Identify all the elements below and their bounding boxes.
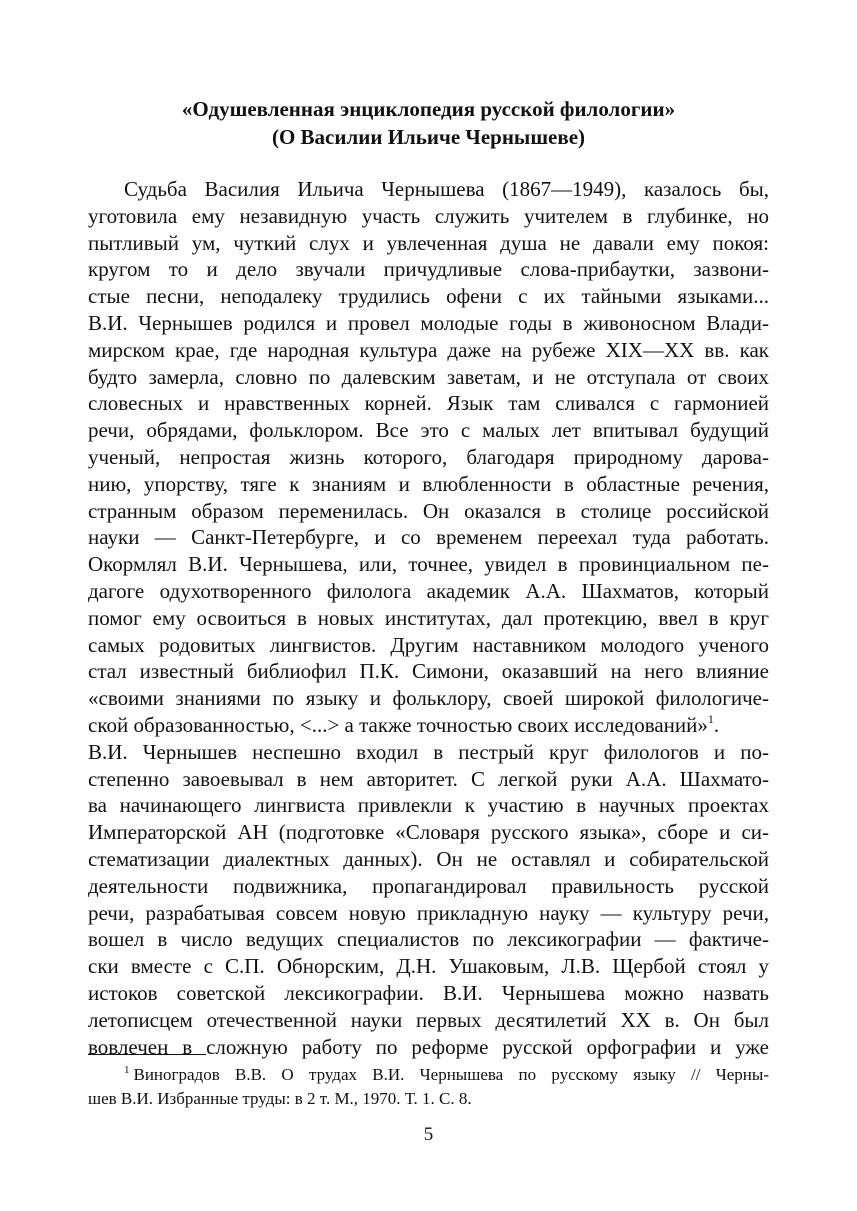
footnote-reference[interactable]: 1: [707, 711, 714, 726]
page-title: [88, 95, 769, 151]
text-line: речи, обрядами, фольклором. Все это с малых лет впитывал будущий: [88, 418, 769, 443]
text-line: будто замерла, словно по далевским заветам, и не отступала от своих: [88, 364, 769, 389]
text-line: вовлечен в сложную работу по реформе русской орфографии и уже: [88, 1034, 769, 1059]
text-line-content: ской образованностью, <...> а также точностью своих исследований»: [88, 712, 708, 737]
footnote-marker: 1: [124, 1064, 130, 1076]
text-line: стематизации диалектных данных). Он не оставлял и собирательской: [88, 846, 769, 871]
text-line: деятельности подвижника, пропагандировал правильность русской: [88, 873, 769, 898]
text-line: В.И. Чернышев родился и провел молодые годы в живоносном Влади-: [88, 310, 769, 335]
title-line-1: «Одушевленная энциклопедия русской филологии»: [181, 97, 676, 121]
text-line: Судьба Василия Ильича Чернышева (1867—1949), казалось бы,: [124, 177, 769, 201]
text-line: мирском крае, где народная культура даже на рубеже XIX—XX вв. как: [88, 337, 769, 362]
page-number: 5: [423, 1124, 434, 1145]
text-line: вошел в число ведущих специалистов по лексикографии — фактиче-: [88, 927, 769, 952]
text-line-with-footnote-ref: ской образованностью, <...> а также точностью своих исследований»$^1$.: [88, 711, 720, 737]
text-line: дагоге одухотворенного филолога академик А.А. Шахматов, который: [88, 578, 769, 603]
text-line: уготовила ему незавидную участь служить учителем в глубинке, но: [88, 203, 769, 228]
main-text: [88, 176, 769, 1060]
footnote-line: [88, 1063, 769, 1087]
text-line: науки — Санкт-Петербурге, и со временем переехал туда работать.: [88, 525, 769, 550]
text-line: словесных и нравственных корней. Язык там сливался с гармонией: [88, 391, 769, 416]
text-line: ски вместе с С.П. Обнорским, Д.Н. Ушаковым, Л.В. Щербой стоял у: [88, 954, 769, 979]
footnote: [88, 1063, 769, 1111]
text-line: речи, разрабатывая совсем новую прикладную науку — культуру речи,: [88, 900, 769, 925]
text-line: степенно завоевывал в нем авторитет. С легкой руки А.А. Шахмато-: [88, 766, 769, 791]
text-line: нию, упорству, тяге к знаниям и влюбленности в областные речения,: [88, 471, 769, 496]
title-line-2: (О Василии Ильиче Чернышеве): [271, 125, 586, 149]
text-line: пытливый ум, чуткий слух и увлеченная душа не давали ему покоя:: [88, 230, 769, 255]
text-line: «своими знаниями по языку и фольклору, своей широкой филологиче-: [88, 686, 769, 711]
text-line: кругом то и дело звучали причудливые слова-прибаутки, зазвони-: [88, 257, 769, 282]
text-line: летописцем отечественной науки первых десятилетий XX в. Он был: [88, 1007, 769, 1032]
text-line: истоков советской лексикографии. В.И. Чернышева можно назвать: [88, 980, 769, 1005]
text-line: стал известный библиофил П.К. Симони, оказавший на него влияние: [88, 659, 769, 684]
text-line: помог ему освоиться в новых институтах, дал протекцию, ввел в круг: [88, 605, 769, 630]
text-line: ученый, непростая жизнь которого, благодаря природному дарова-: [88, 444, 769, 469]
text-line: Окормлял В.И. Чернышева, или, точнее, увидел в провинциальном пе-: [88, 552, 769, 577]
text-line: странным образом переменилась. Он оказался в столице российской: [88, 498, 769, 523]
text-line: ва начинающего лингвиста привлекли к участию в научных проектах: [88, 793, 769, 818]
text-line: Императорской АН (подготовке «Словаря русского языка», сборе и си-: [88, 820, 769, 845]
footnote-line: шев В.И. Избранные труды: в 2 т. М., 1970. Т. 1. С. 8.: [88, 1089, 472, 1108]
text-line: самых родовитых лингвистов. Другим наставником молодого ученого: [88, 632, 769, 657]
footnote-divider: [88, 1054, 206, 1055]
text-line: В.И. Чернышев неспешно входил в пестрый круг филологов и по-: [88, 739, 769, 764]
footnote-text: Виноградов В.В. О трудах В.И. Чернышева по русскому языку // Черны-: [133, 1065, 769, 1084]
text-line: стые песни, неподалеку трудились офени с их тайными языками...: [88, 284, 769, 309]
